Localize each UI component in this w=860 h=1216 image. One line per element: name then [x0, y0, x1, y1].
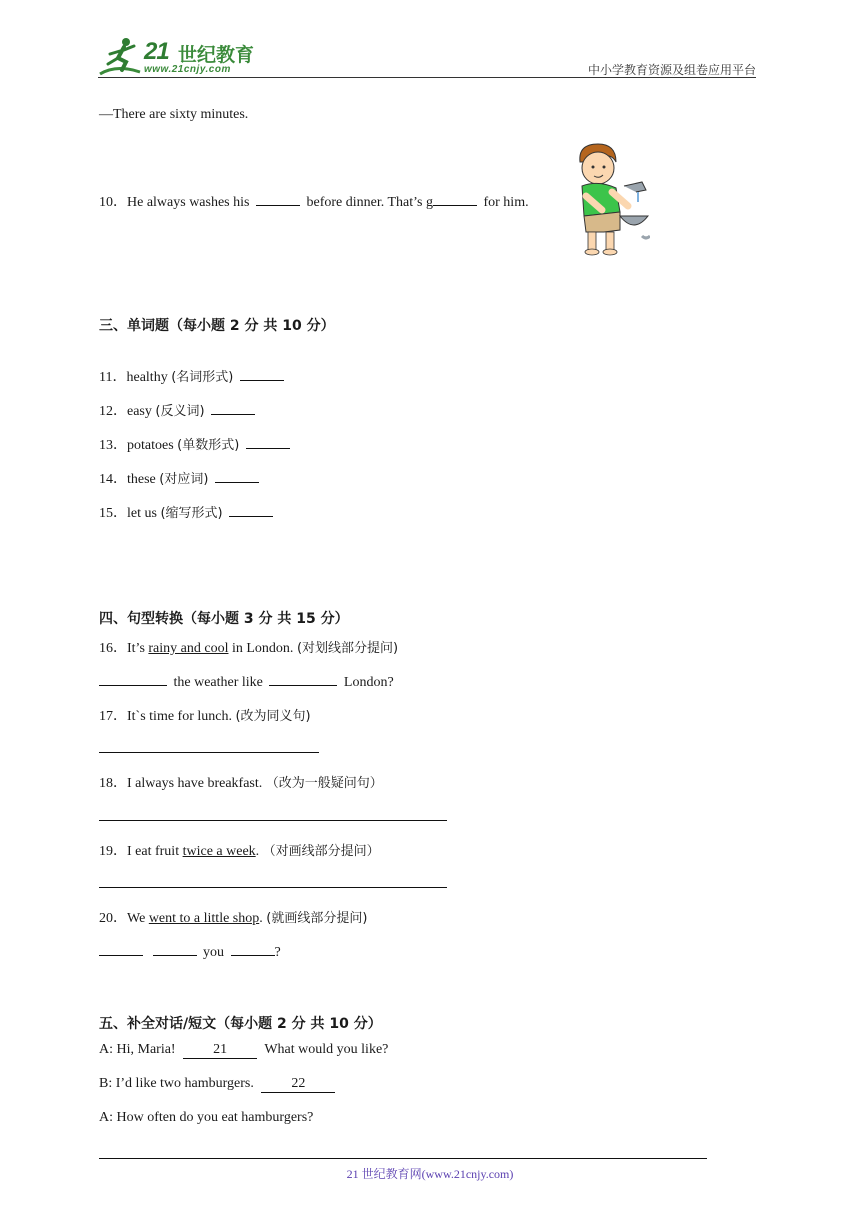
question-20 [99, 907, 367, 927]
q19-hint: （对画线部分提问） [262, 844, 380, 859]
q20-line2-word: you [203, 945, 224, 960]
q18-text: I always have breakfast. [127, 776, 263, 791]
site-logo [96, 34, 266, 78]
q20-line2-end: ? [274, 945, 281, 960]
question-15 [99, 502, 276, 522]
question-10 [99, 191, 529, 211]
q20-answer-line [99, 941, 281, 961]
question-12 [99, 400, 258, 420]
dialogue-line-1-b: What would you like? [264, 1042, 389, 1057]
section-5-title: 五、补全对话/短文（每小题 2 分 共 10 分） [99, 1016, 382, 1032]
q11-word: healthy [126, 370, 168, 385]
q16-hint: (对划线部分提问) [296, 641, 399, 656]
section-4-title: 四、句型转换（每小题 3 分 共 15 分） [99, 611, 349, 627]
q20-hint: (就画线部分提问) [266, 911, 368, 926]
q16-number: 16． [99, 641, 127, 656]
q10-number: 10． [99, 195, 127, 210]
q15-word: let us [127, 506, 157, 521]
q13-number: 13． [99, 438, 127, 453]
dialogue-line-3: A: How often do you eat hamburgers? [99, 1110, 314, 1125]
q15-blank[interactable] [229, 502, 273, 517]
blank-21[interactable]: 21 [183, 1042, 257, 1059]
logo-url: www.21cnjy.com [144, 64, 231, 75]
q18-number: 18． [99, 776, 127, 791]
q10-text-c: for him. [483, 195, 529, 210]
question-14 [99, 468, 262, 488]
q20-post: . [259, 911, 263, 926]
q10-blank-2[interactable] [433, 191, 477, 206]
q19-answer-line[interactable] [99, 887, 447, 888]
q15-number: 15． [99, 506, 127, 521]
q17-text: It`s time for lunch. [127, 709, 232, 724]
runner-logo-icon [96, 34, 144, 78]
dialogue-line-2-a: B: I’d like two hamburgers. [99, 1076, 254, 1091]
q15-hint: (缩写形式) [160, 506, 223, 521]
q13-blank[interactable] [246, 434, 290, 449]
dialogue-line-2 [99, 1076, 339, 1093]
q11-number: 11． [99, 370, 127, 385]
section-3-title: 三、单词题（每小题 2 分 共 10 分） [99, 318, 335, 334]
q16-post: in London. [231, 641, 294, 656]
q16-blank-2[interactable] [269, 671, 337, 686]
q10-blank-1[interactable] [256, 191, 300, 206]
question-19 [99, 840, 380, 860]
q16-underlined: rainy and cool [148, 641, 229, 656]
q11-hint: (名词形式) [171, 370, 234, 385]
boy-washing-hands-illustration-icon [572, 140, 650, 258]
q17-number: 17． [99, 709, 127, 724]
q12-hint: (反义词) [155, 404, 205, 419]
q10-text-a: He always washes his [127, 195, 250, 210]
q16-line2-a: the weather like [173, 675, 263, 690]
footer-text: 21 世纪教育网(www.21cnjy.com) [346, 1167, 514, 1181]
q19-underlined: twice a week [182, 844, 256, 859]
q17-answer-line[interactable] [99, 752, 319, 753]
q20-blank-2[interactable] [153, 941, 197, 956]
q16-answer-line [99, 671, 394, 691]
q13-hint: (单数形式) [177, 438, 240, 453]
logo-text-21: 21 [144, 38, 169, 65]
q19-number: 19． [99, 844, 127, 859]
q12-word: easy [127, 404, 152, 419]
q20-blank-1[interactable] [99, 941, 143, 956]
q16-pre: It’s [127, 641, 145, 656]
q19-pre: I eat fruit [127, 844, 180, 859]
header-divider [98, 77, 756, 78]
q14-hint: (对应词) [159, 472, 209, 487]
dialogue-line-1 [99, 1042, 388, 1059]
q14-word: these [127, 472, 156, 487]
q16-line2-b: London? [343, 675, 394, 690]
q12-blank[interactable] [211, 400, 255, 415]
q16-blank-1[interactable] [99, 671, 167, 686]
q11-blank[interactable] [240, 366, 284, 381]
q20-pre: We [127, 911, 146, 926]
question-11 [99, 366, 287, 386]
q12-number: 12． [99, 404, 127, 419]
q17-hint: (改为同义句) [235, 709, 311, 724]
q19-post: . [255, 844, 260, 859]
question-18 [99, 772, 383, 792]
q20-underlined: went to a little shop [148, 911, 260, 926]
question-16 [99, 637, 398, 657]
dialogue-line-1-a: A: Hi, Maria! [99, 1042, 176, 1057]
question-17 [99, 705, 311, 725]
q13-word: potatoes [127, 438, 174, 453]
q18-answer-line[interactable] [99, 820, 447, 821]
logo-text-cn: 世纪教育 [178, 44, 255, 66]
q14-blank[interactable] [215, 468, 259, 483]
q20-number: 20． [99, 911, 127, 926]
platform-title: 中小学教育资源及组卷应用平台 [587, 63, 756, 77]
prev-answer: —There are sixty minutes. [99, 107, 249, 122]
q10-text-b: before dinner. That’s g [306, 195, 433, 210]
q18-hint: （改为一般疑问句） [265, 776, 383, 791]
blank-22[interactable]: 22 [261, 1076, 335, 1093]
footer-divider [99, 1158, 707, 1159]
q14-number: 14． [99, 472, 127, 487]
question-13 [99, 434, 293, 454]
q20-blank-3[interactable] [231, 941, 275, 956]
